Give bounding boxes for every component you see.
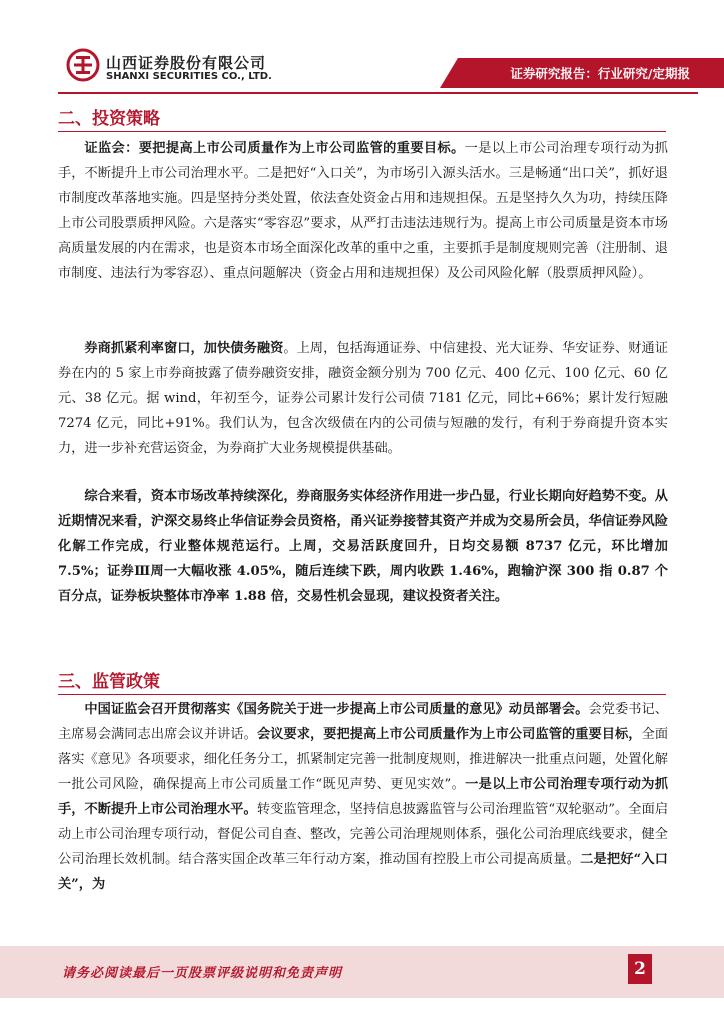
paragraph-emphasis: 一是以上市公司治理专项行动为抓手，不断提升上市公司治理水平。 [58,777,668,817]
paragraph-body: 全面落实《意见》各项要求，细化任务分工，抓紧制定完善一批制度规则，推进解决一批重点问题，处置化解一批公司风险，确保提高上市公司质量工作“既见声势、更见实效”。 [58,727,669,792]
paragraph-lead: 证监会：要把提高上市公司质量作为上市公司监管的重要目标。 [84,141,465,156]
paragraph-body: 转变监管理念，坚持信息披露监管与公司治理监管“双轮驱动”。全面启动上市公司治理专项行动，督促公司自查、整改，完善公司治理规则体系，强化公司治理底线要求，健全公司治理长效机制。结合落实国企改革三年行动方案，推动国有控股上市公司提高质量。 [58,802,669,867]
paragraph [58,484,668,609]
paragraph-lead: 中国证监会召开贯彻落实《国务院关于进一步提高上市公司质量的意见》动员部署会。 [84,702,589,717]
company-logo-icon [66,48,100,82]
paragraph-body: 。上周，包括海通证券、中信建投、光大证券、华安证券、财通证券在内的 5 家上市券商披露了债券融资安排，融资金额分别为 700 亿元、400 亿元、100 亿元、60 亿元、38 亿元。据 wind，年初至今，证券公司累计发行公司债 7181 亿元，同比+66%；累计发行短融 7274 亿元，同比+91%。我们认为，包含次级债在内的公司债与短融的发行，有利于券商提升资本实力，进一步补充营运资金，为券商扩大业务规模提供基础。 [58,341,668,456]
paragraph [58,336,668,461]
page-number: 2 [628,954,652,984]
company-name-cn: 山西证券股份有限公司 [106,54,267,72]
paragraph-body: 会党委书记、主席易会满同志出席会议并讲话。 [58,702,668,742]
disclaimer-notice: 请务必阅读最后一页股票评级说明和免责声明 [62,966,343,981]
paragraph-body: 一是以上市公司治理专项行动为抓手，不断提升上市公司治理水平。二是把好“入口关”，为市场引入源头活水。三是畅通“出口关”，抓好退市制度改革落地实施。四是坚持分类处置，依法查处资金占用和违规担保。五是坚持久久为功，持续压降上市公司股票质押风险。六是落实“零容忍”要求，从严打击违法违规行为。提高上市公司质量是资本市场高质量发展的内在需求，也是资本市场全面深化改革的重中之重，主要抓手是制度规则完善（注册制、退市制度、违法行为零容忍）、重点问题解决（资金占用和违规担保）及公司风险化解（股票质押风险）。 [58,141,668,281]
header-divider [58,92,698,94]
page-header [0,0,724,96]
paragraph-lead: 综合来看，资本市场改革持续深化，券商服务实体经济作用进一步凸显，行业长期向好趋势不变。从近期情况来看，沪深交易终止华信证券会员资格，甬兴证券接替其资产并成为交易所会员，华信证券风险化解工作完成，行业整体规范运行。上周，交易活跃度回升，日均交易额 8737 亿元，环比增加 7.5%；证券Ⅲ周一大幅收涨 4.05%，随后连续下跌，周内收跌 1.46%，跑输沪深 300 指 0.87 个百分点，证券板块整体市净率 1.88 倍，交易性机会显现，建议投资者关注。 [58,489,668,604]
paragraph-emphasis: 二是把好“入口关”，为 [58,852,668,892]
section-divider [58,694,666,695]
report-type: 证券研究报告：行业研究/定期报 [510,66,690,81]
section-title-regulatory-policy: 三、监管政策 [58,672,160,692]
company-name-en: SHANXI SECURITIES CO., LTD. [106,71,272,82]
paragraph [58,136,668,286]
paragraph-lead: 券商抓紧利率窗口，加快债务融资 [84,341,284,356]
section-divider [58,131,666,132]
paragraph [58,697,668,897]
section-title-investment-strategy: 二、投资策略 [58,109,160,129]
paragraph-emphasis: 会议要求，要把提高上市公司质量作为上市公司监管的重要目标， [256,727,642,742]
